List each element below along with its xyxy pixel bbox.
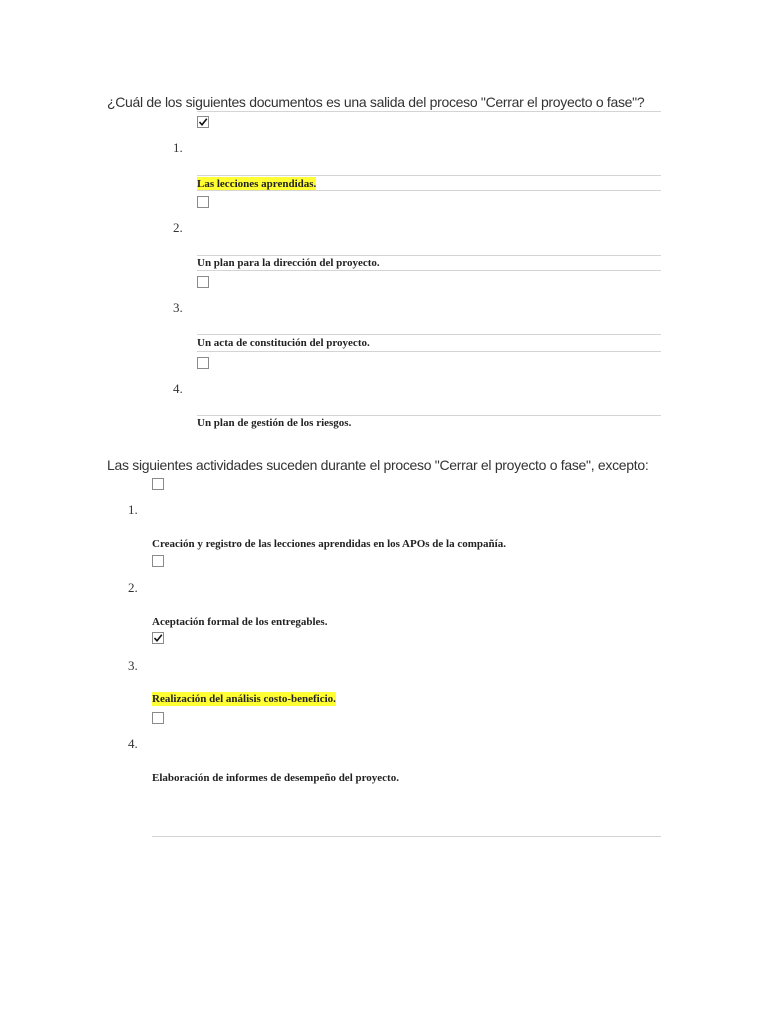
q2-option-2-label: Aceptación formal de los entregables. [152, 616, 328, 628]
q2-option-4-label: Elaboración de informes de desempeño del proyecto. [152, 772, 399, 784]
checkmark-icon [198, 117, 208, 127]
divider [197, 175, 661, 176]
q2-option-3-checkbox[interactable] [152, 632, 164, 644]
q1-option-1-label: Las lecciones aprendidas. [197, 178, 317, 190]
q1-option-1-number: 1. [173, 140, 183, 155]
q2-option-2-checkbox[interactable] [152, 555, 164, 567]
q2-option-1-label: Creación y registro de las lecciones aprendidas en los APOs de la compañía. [152, 538, 506, 550]
divider [197, 111, 661, 112]
q1-option-2-checkbox[interactable] [197, 196, 209, 208]
question-1-text: ¿Cuál de los siguientes documentos es una salida del proceso "Cerrar el proyecto o fase"? [107, 94, 645, 110]
q1-option-2-label: Un plan para la dirección del proyecto. [197, 257, 380, 269]
q1-option-4-checkbox[interactable] [197, 357, 209, 369]
question-2-text: Las siguientes actividades suceden durante el proceso "Cerrar el proyecto o fase", excepto: [107, 457, 649, 473]
q1-option-4-number: 4. [173, 381, 183, 396]
q1-option-3-checkbox[interactable] [197, 276, 209, 288]
q2-option-4-checkbox[interactable] [152, 712, 164, 724]
q1-option-1-checkbox[interactable] [197, 116, 209, 128]
q2-option-2-number: 2. [128, 580, 138, 595]
divider [197, 351, 661, 352]
divider [152, 836, 661, 837]
divider [197, 334, 661, 335]
q2-option-3-label: Realización del análisis costo-beneficio. [152, 693, 336, 705]
q1-option-4-label: Un plan de gestión de los riesgos. [197, 417, 352, 429]
divider [197, 190, 661, 191]
q1-option-3-label: Un acta de constitución del proyecto. [197, 337, 370, 349]
divider [197, 270, 661, 271]
q2-option-1-number: 1. [128, 502, 138, 517]
checkmark-icon [153, 633, 163, 643]
q2-option-4-number: 4. [128, 736, 138, 751]
q1-option-2-number: 2. [173, 220, 183, 235]
q2-option-3-number: 3. [128, 658, 138, 673]
q2-option-1-checkbox[interactable] [152, 478, 164, 490]
q1-option-3-number: 3. [173, 300, 183, 315]
